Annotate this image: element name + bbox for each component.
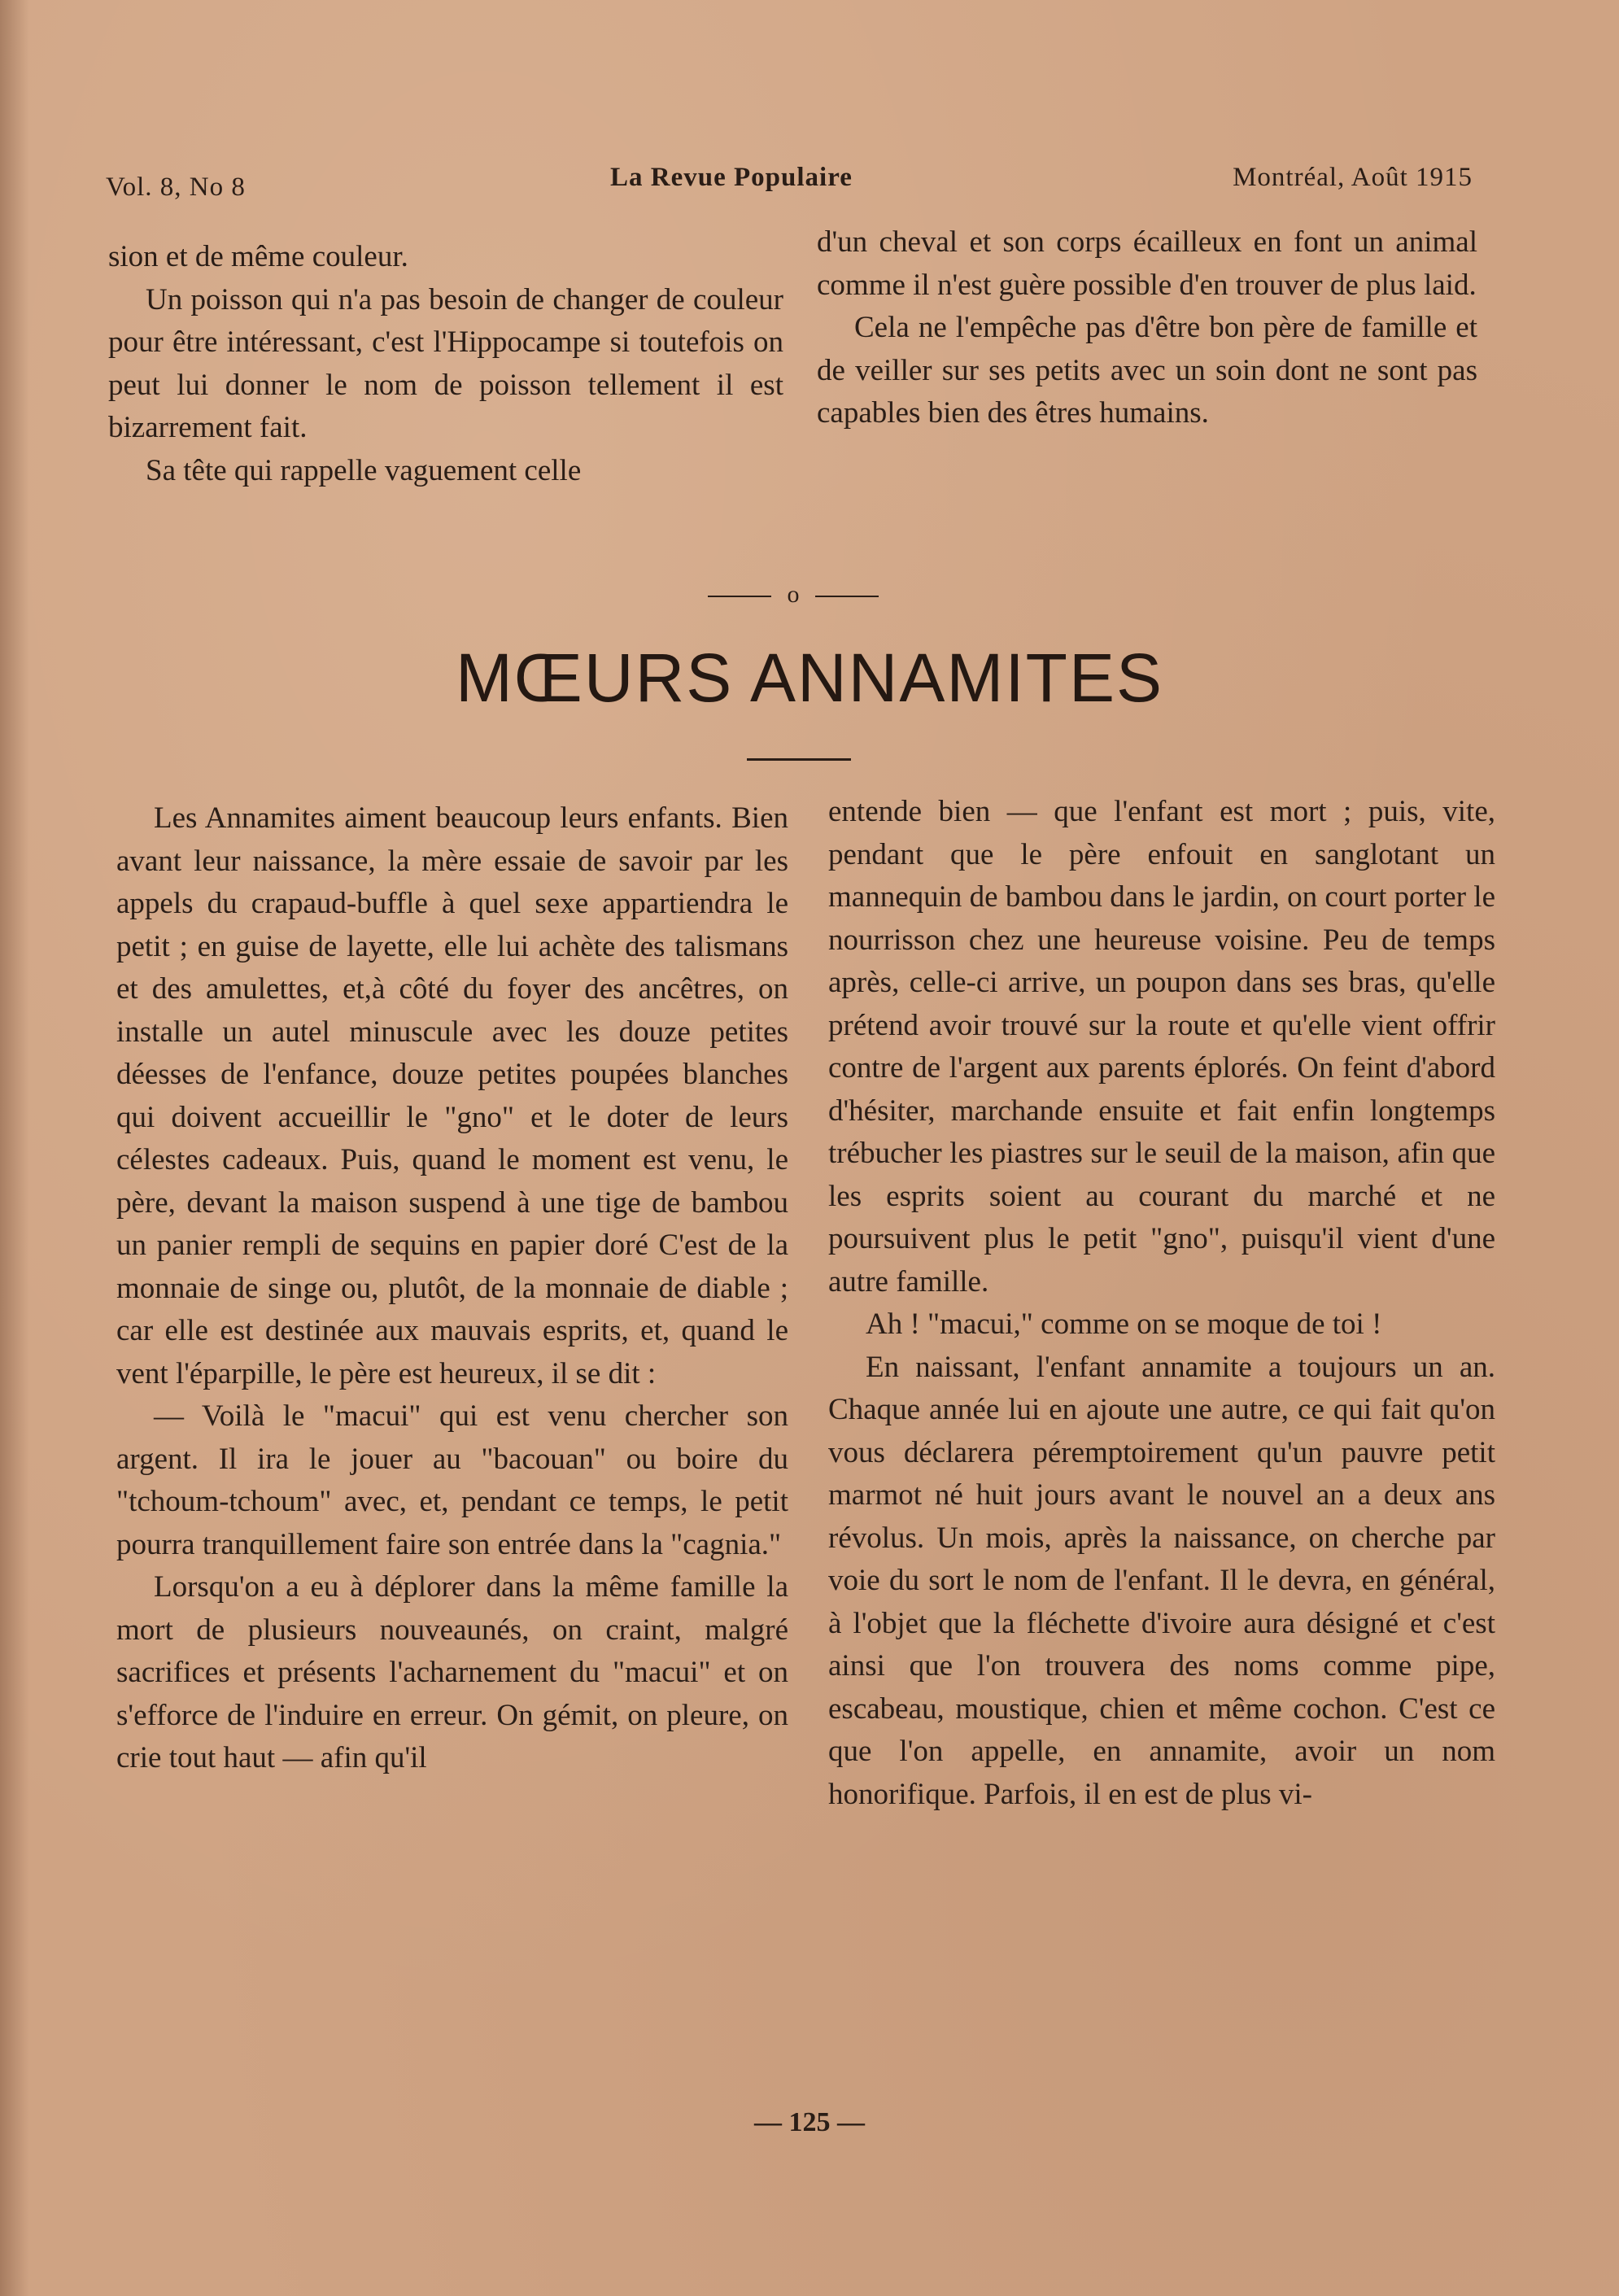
paragraph: sion et de même couleur. <box>108 240 408 273</box>
paragraph: entende bien — que l'enfant est mort ; puis, vite, pendant que le père enfouit en sanglotant un mannequin de bambou dans le jardin, on court porter le nourrisson chez une heureuse voisine. Peu de temps après, celle-ci arrive, un poupon dans ses bras, qu'elle prétend avoir trouvé sur la route et qu'elle vient offrir contre de l'argent aux parents éplorés. On feint d'abord d'hésiter, marchande ensuite et fait enfin longtemps trébucher les piastres sur le seuil de la maison, afin que les esprits soient au courant du marché et ne poursuivent plus le petit "gno", puisqu'il vient d'une autre famille. <box>828 795 1495 1299</box>
paragraph: Ah ! "macui," comme on se moque de toi ! <box>866 1307 1382 1341</box>
article-right-column <box>828 791 1495 1816</box>
article-left-column <box>116 797 788 1780</box>
volume-number: Vol. 8, No 8 <box>106 172 246 202</box>
paragraph: Les Annamites aiment beaucoup leurs enfants. Bien avant leur naissance, la mère essaie de savoir par les appels du crapaud-buffle à quel sexe appartiendra le petit ; en guise de layette, elle lui achète des talismans et des amulettes, et,à côté du foyer des ancêtres, on installe un autel minuscule avec les douze petites déesses de l'enfance, douze petites poupées blanches qui doivent accueillir le "gno" et le doter de leurs célestes cadeaux. Puis, quand le moment est venu, le père, devant la maison suspend à une tige de bambou un panier rempli de sequins en papier doré C'est de la monnaie de singe ou, plutôt, de la monnaie de diable ; car elle est destinée aux mauvais esprits, et, quand le vent l'éparpille, le père est heureux, il se dit : <box>116 801 788 1390</box>
article-title: MŒURS ANNAMITES <box>455 639 1164 716</box>
place-date: Montréal, Août 1915 <box>1233 163 1473 192</box>
section-divider <box>708 579 879 612</box>
paragraph: Un poisson qui n'a pas besoin de changer de couleur pour être intéressant, c'est l'Hippocampe si toutefois on peut lui donner le nom de poisson tellement il est bizarrement fait. <box>108 282 783 444</box>
paragraph: Sa tête qui rappelle vaguement celle <box>146 453 582 487</box>
paragraph: En naissant, l'enfant annamite a toujours un an. Chaque année lui en ajoute une autre, ce qui fait qu'on vous déclarera péremptoirement qu'un pauvre petit marmot né huit jours avant le nouvel an a deux ans révolus. Un mois, après la naissance, on cherche par voie du sort le nom de l'enfant. Il le devra, en général, à l'objet que la fléchette d'ivoire aura désigné et c'est ainsi que l'on trouvera des noms comme pipe, escabeau, moustique, chien et même cochon. C'est ce que l'on appelle, en annamite, avoir un nom honorifique. Parfois, il en est de plus vi- <box>828 1350 1495 1811</box>
divider-line <box>815 596 879 597</box>
paragraph: d'un cheval et son corps écailleux en font un animal comme il n'est guère possible d'en trouver de plus laid. <box>817 225 1477 302</box>
title-rule <box>747 758 851 761</box>
top-left-column <box>108 236 783 492</box>
paragraph: — Voilà le "macui" qui est venu chercher son argent. Il ira le jouer au "bacouan" ou boire du "tchoum-tchoum" avec, et, pendant ce temps, le petit pourra tranquillement faire son entrée dans la "cagnia." <box>116 1399 788 1561</box>
paragraph: Cela ne l'empêche pas d'être bon père de famille et de veiller sur ses petits avec un soin dont ne sont pas capables bien des êtres humains. <box>817 311 1477 430</box>
page-number: — 125 — <box>754 2107 865 2137</box>
journal-title: La Revue Populaire <box>610 163 853 192</box>
paragraph: Lorsqu'on a eu à déplorer dans la même famille la mort de plusieurs nouveaunés, on craint, malgré sacrifices et présents l'acharnement du "macui" et on s'efforce de l'induire en erreur. On gémit, on pleure, on crie tout haut — afin qu'il <box>116 1570 788 1774</box>
page-header <box>106 163 1473 212</box>
top-right-column <box>817 221 1477 435</box>
divider-mark: o <box>787 581 800 608</box>
